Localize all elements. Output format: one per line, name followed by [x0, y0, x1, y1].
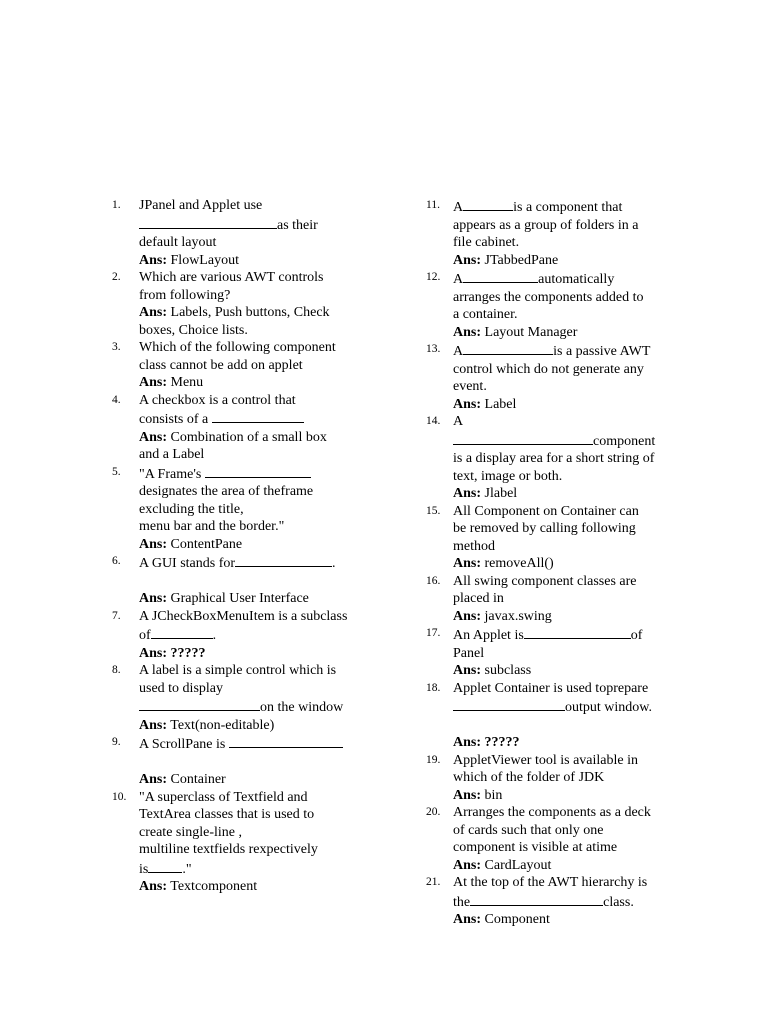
question-line [139, 215, 362, 235]
fill-blank [463, 197, 513, 211]
question-item [426, 752, 676, 805]
question-text: event. [453, 379, 487, 394]
question-line [453, 892, 676, 912]
question-line [139, 322, 362, 340]
question-line [453, 269, 676, 289]
answer-text: Combination of a small box [167, 429, 327, 445]
question-text: A [453, 344, 464, 359]
question-line [139, 392, 362, 410]
answer-label: Ans: ????? [139, 645, 206, 661]
question-item [426, 197, 676, 269]
question-body [139, 339, 362, 392]
question-body [453, 341, 676, 413]
answer-label: Ans: [139, 305, 168, 320]
answer-label: Ans: ????? [453, 735, 520, 750]
question-line [453, 378, 676, 396]
question-line [139, 625, 362, 645]
question-text-after: ." [182, 861, 192, 877]
fill-blank [463, 341, 553, 355]
question-text: file cabinet. [453, 235, 520, 250]
question-number: 10. [112, 790, 127, 803]
answer-text: bin [481, 787, 503, 803]
question-number: 3. [112, 341, 121, 353]
answer-text: FlowLayout [167, 252, 239, 268]
question-line [453, 217, 676, 235]
question-body [453, 413, 676, 503]
question-line [139, 269, 362, 287]
question-line [453, 306, 676, 324]
question-line [139, 518, 362, 536]
left-column [112, 197, 362, 896]
question-text: placed in [453, 591, 504, 606]
fill-blank [139, 215, 277, 229]
question-text-after: of [630, 628, 643, 643]
question-text-after: class. [603, 894, 634, 910]
question-text-after: is a passive AWT [553, 344, 651, 359]
question-text: be removed by calling following [453, 521, 636, 536]
question-body [453, 503, 676, 573]
question-text: excluding the title, [139, 501, 244, 517]
question-line [453, 468, 676, 486]
question-text: menu bar and the border." [139, 519, 285, 534]
question-text: arranges the components added to [453, 289, 644, 305]
answer-line [453, 734, 676, 752]
answer-line [139, 771, 362, 789]
answer-line [139, 252, 362, 270]
question-line [453, 289, 676, 307]
answer-text: Menu [167, 375, 204, 390]
question-number: 2. [112, 271, 121, 283]
question-text: JPanel and Applet use [139, 198, 263, 213]
question-body [453, 197, 676, 269]
answer-text: Label [481, 396, 517, 412]
question-line [139, 608, 362, 626]
question-line [453, 839, 676, 857]
question-line [453, 361, 676, 379]
question-text-after: component [593, 433, 656, 449]
question-text: is a display area for a short string of [453, 451, 655, 466]
answer-line [139, 429, 362, 447]
fill-blank [212, 409, 304, 423]
answer-text: Textcomponent [167, 879, 258, 894]
question-text: All Component on Container can [453, 503, 639, 519]
question-text: A ScrollPane is [139, 737, 229, 752]
answer-label: Ans: [453, 663, 482, 678]
answer-label: Ans: [453, 324, 482, 340]
question-line [453, 503, 676, 521]
answer-line [139, 878, 362, 896]
fill-blank [205, 464, 311, 478]
question-number: 11. [426, 199, 440, 211]
answer-line [453, 911, 676, 929]
answer-line [139, 645, 362, 663]
question-body [453, 269, 676, 341]
answer-text: Labels, Push buttons, Check [167, 305, 330, 320]
answer-text: Jlabel [481, 486, 518, 501]
question-body [453, 625, 676, 680]
question-text: Which of the following component [139, 340, 336, 355]
question-item [426, 804, 676, 874]
question-item [426, 269, 676, 341]
fill-blank [148, 859, 182, 873]
question-line [453, 590, 676, 608]
answer-line [453, 555, 676, 573]
question-text: A checkbox is a control that [139, 392, 296, 408]
question-item [112, 553, 362, 608]
question-line [139, 357, 362, 375]
question-text: "A Frame's [139, 466, 205, 482]
answer-text: Component [481, 912, 550, 927]
question-text: method [453, 538, 495, 554]
answer-label: Ans: [453, 486, 482, 501]
fill-blank [151, 625, 213, 639]
question-body [139, 392, 362, 464]
question-number: 7. [112, 609, 121, 622]
question-number: 20. [426, 806, 441, 818]
fill-blank [524, 625, 631, 639]
question-text: the [453, 894, 471, 910]
question-item [426, 341, 676, 413]
question-line [453, 341, 676, 361]
question-line [139, 464, 362, 484]
question-item [112, 392, 362, 464]
question-text: create single-line , [139, 824, 243, 840]
question-line [453, 697, 676, 717]
answer-line [139, 374, 362, 392]
question-body [139, 464, 362, 554]
question-item [112, 269, 362, 339]
question-number: 13. [426, 343, 441, 355]
blank-line [453, 717, 676, 735]
answer-line [453, 252, 676, 270]
question-text: consists of a [139, 412, 212, 427]
answer-label: Ans: [453, 912, 482, 927]
question-text: All swing component classes are [453, 573, 637, 589]
question-text-after: on the window [260, 700, 344, 715]
question-line [453, 573, 676, 591]
question-line [139, 734, 362, 754]
question-line [139, 859, 362, 879]
question-line [139, 824, 362, 842]
question-line [139, 287, 362, 305]
answer-text: subclass [481, 663, 532, 678]
answer-label: Ans: [453, 787, 482, 803]
question-line [139, 197, 362, 215]
question-item [112, 197, 362, 269]
question-text: is [139, 861, 149, 877]
question-item [112, 464, 362, 554]
question-text: control which do not generate any [453, 361, 644, 377]
question-number: 6. [112, 555, 121, 567]
question-item [426, 680, 676, 752]
question-text-after: . [332, 556, 336, 571]
question-text-after: . [212, 628, 217, 643]
question-body [453, 874, 676, 929]
question-item [112, 662, 362, 734]
question-text-after: as their [277, 217, 318, 233]
answer-label: Ans: [139, 879, 168, 894]
answer-text: JTabbedPane [481, 252, 559, 268]
question-text: used to display [139, 680, 223, 696]
question-number: 4. [112, 393, 121, 406]
answer-line [453, 857, 676, 875]
fill-blank [139, 697, 260, 711]
question-item [426, 503, 676, 573]
fill-blank [453, 431, 593, 445]
right-column [426, 197, 676, 929]
question-line [139, 680, 362, 698]
question-text: A [453, 414, 464, 429]
question-number: 17. [426, 627, 441, 639]
answer-line [139, 536, 362, 554]
question-line [453, 450, 676, 468]
question-line [139, 662, 362, 680]
question-line [453, 520, 676, 538]
question-body [139, 734, 362, 789]
question-line [139, 446, 362, 464]
question-text: a container. [453, 307, 518, 322]
question-text: A JCheckBoxMenuItem is a subclass [139, 608, 348, 624]
answer-line [453, 608, 676, 626]
answer-line [139, 590, 362, 608]
answer-label: Ans: [139, 772, 168, 787]
question-item [426, 874, 676, 929]
question-number: 15. [426, 504, 441, 517]
answer-line [453, 324, 676, 342]
question-body [453, 573, 676, 626]
question-line [453, 804, 676, 822]
question-text: multiline textfields rexpectively [139, 842, 318, 857]
question-line [139, 501, 362, 519]
answer-label: Ans: [453, 252, 482, 268]
question-body [139, 662, 362, 734]
question-number: 21. [426, 876, 441, 888]
question-text: of cards such that only one [453, 822, 604, 838]
question-line [453, 234, 676, 252]
question-text: AppletViewer tool is available in [453, 752, 638, 768]
answer-line [139, 717, 362, 735]
fill-blank [463, 269, 538, 283]
question-text-after: output window. [565, 700, 652, 715]
question-item [426, 625, 676, 680]
question-text-after: is a component that [513, 200, 623, 215]
question-line [453, 431, 676, 451]
question-number: 19. [426, 753, 441, 766]
question-body [453, 804, 676, 874]
fill-blank [453, 697, 565, 711]
question-text: text, image or both. [453, 468, 563, 484]
question-text: from following? [139, 287, 231, 303]
question-line [139, 789, 362, 807]
question-item [112, 339, 362, 392]
question-body [139, 553, 362, 608]
question-number: 18. [426, 681, 441, 694]
answer-label: Ans: [139, 717, 168, 733]
question-text: Applet Container is used toprepare [453, 680, 649, 696]
answer-text: javax.swing [481, 608, 552, 624]
question-item [112, 789, 362, 896]
question-number: 8. [112, 664, 121, 676]
question-number: 5. [112, 465, 121, 478]
question-line [139, 483, 362, 501]
question-body [139, 269, 362, 339]
question-text: of [139, 628, 151, 643]
question-line [139, 806, 362, 824]
question-text: At the top of the AWT hierarchy is [453, 875, 648, 890]
blank-line [139, 573, 362, 591]
question-line [453, 538, 676, 556]
question-item [112, 734, 362, 789]
question-text: TextArea classes that is used to [139, 807, 315, 822]
fill-blank [235, 553, 332, 567]
question-text: A GUI stands for [139, 556, 236, 571]
question-item [426, 413, 676, 503]
answer-label: Ans: [139, 375, 168, 390]
question-text: appears as a group of folders in a [453, 217, 639, 233]
question-number: 16. [426, 574, 441, 587]
answer-label: Ans: [453, 857, 482, 873]
answer-label: Ans: [139, 252, 168, 268]
question-item [426, 573, 676, 626]
question-line [453, 197, 676, 217]
answer-label: Ans: [453, 608, 482, 624]
question-body [139, 197, 362, 269]
answer-text: Graphical User Interface [167, 591, 309, 606]
question-number: 1. [112, 199, 121, 211]
question-text: designates the area of theframe [139, 484, 314, 499]
question-line [453, 874, 676, 892]
question-body [453, 680, 676, 752]
answer-line [453, 485, 676, 503]
question-line [453, 752, 676, 770]
question-line [453, 822, 676, 840]
question-text: class cannot be add on applet [139, 357, 303, 373]
question-body [453, 752, 676, 805]
question-body [139, 789, 362, 896]
question-line [139, 339, 362, 357]
question-body [139, 608, 362, 663]
question-line [453, 413, 676, 431]
answer-text: ContentPane [167, 536, 243, 552]
answer-line [139, 304, 362, 322]
question-line [139, 841, 362, 859]
answer-line [453, 662, 676, 680]
answer-text: Text(non-editable) [167, 717, 275, 733]
fill-blank [470, 892, 603, 906]
question-line [453, 645, 676, 663]
answer-text: removeAll() [481, 556, 554, 571]
question-text: An Applet is [453, 628, 524, 643]
question-text: Which are various AWT controls [139, 270, 324, 285]
question-text: "A superclass of Textfield and [139, 789, 308, 805]
question-line [139, 409, 362, 429]
answer-text: CardLayout [481, 857, 552, 873]
answer-text: Container [167, 772, 226, 787]
answer-label: Ans: [139, 591, 168, 606]
question-line [453, 625, 676, 645]
question-text: A [453, 200, 464, 215]
question-number: 9. [112, 736, 121, 748]
answer-line [453, 787, 676, 805]
answer-line [453, 396, 676, 414]
question-number: 14. [426, 415, 441, 427]
question-text: Arranges the components as a deck [453, 805, 651, 820]
question-text: A [453, 272, 464, 287]
question-text: which of the folder of JDK [453, 770, 605, 785]
question-line [139, 697, 362, 717]
question-item [112, 608, 362, 663]
answer-label: Ans: [453, 556, 482, 571]
question-line [139, 553, 362, 573]
question-number: 12. [426, 271, 441, 283]
question-line [453, 769, 676, 787]
answer-text: Layout Manager [481, 324, 578, 340]
answer-label: Ans: [139, 429, 168, 445]
question-text: A label is a simple control which is [139, 663, 337, 678]
question-text-after: automatically [538, 272, 615, 287]
question-line [453, 680, 676, 698]
answer-label: Ans: [453, 396, 482, 412]
question-line [139, 234, 362, 252]
question-text: Panel [453, 645, 485, 661]
question-text: and a Label [139, 447, 205, 462]
question-text: default layout [139, 235, 217, 250]
answer-label: Ans: [139, 536, 168, 552]
question-text: boxes, Choice lists. [139, 322, 248, 338]
question-text: component is visible at atime [453, 840, 618, 855]
blank-line [139, 754, 362, 772]
fill-blank [229, 734, 343, 748]
